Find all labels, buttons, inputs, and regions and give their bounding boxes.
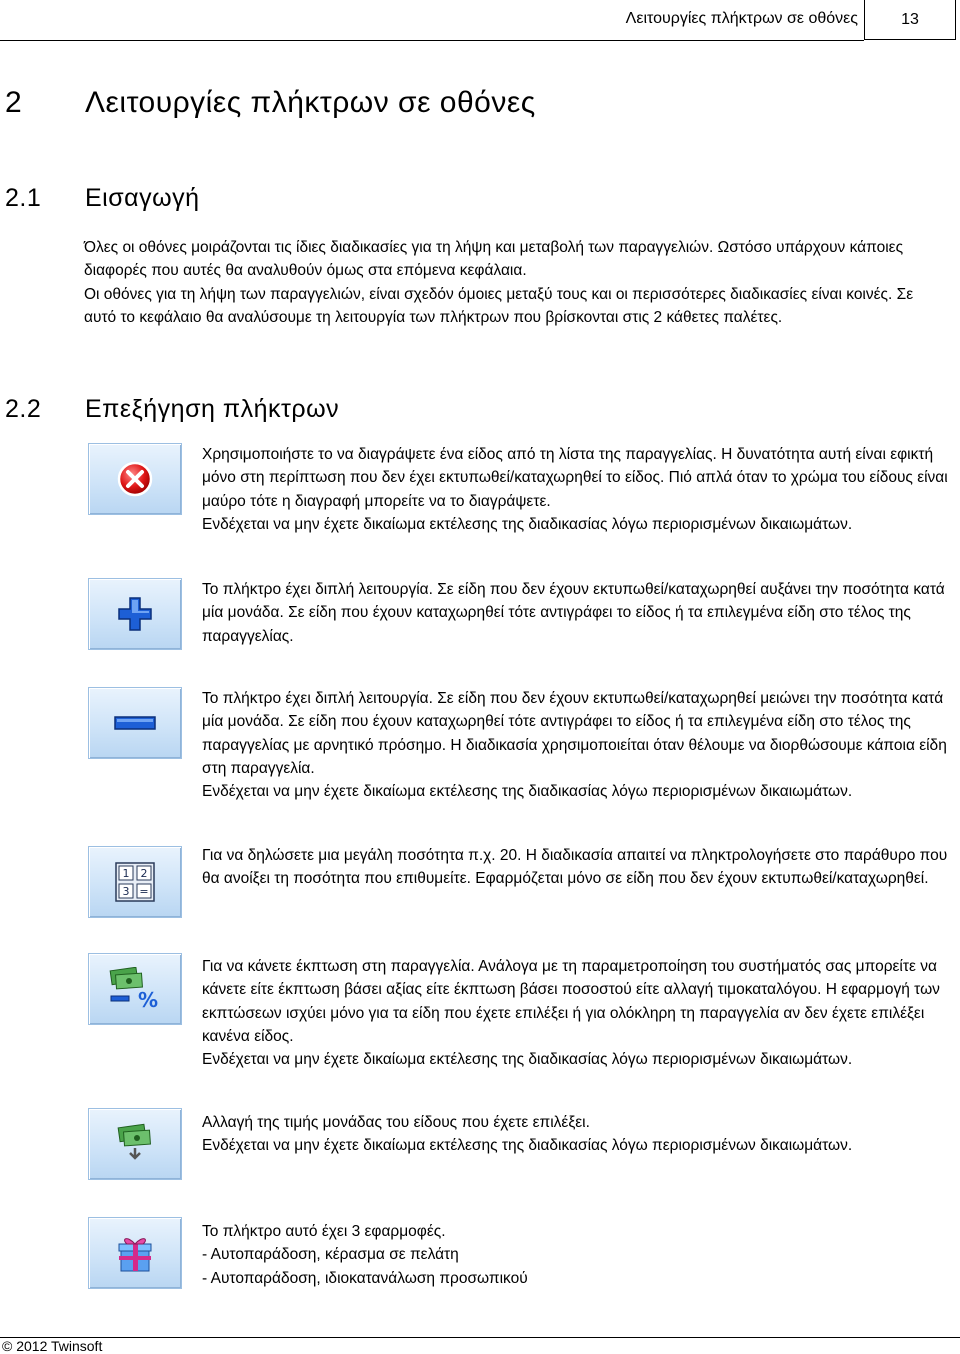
button-description: [202, 844, 952, 891]
plus-icon: [115, 594, 155, 634]
button-description: [202, 443, 952, 536]
description-line: - Αυτοπαράδοση, ιδιοκατανάλωση προσωπικού: [202, 1269, 528, 1287]
gift-icon: [115, 1233, 155, 1273]
section-number: 2.1: [5, 184, 42, 212]
section-heading-buttons: [5, 393, 339, 425]
description-line: Ενδέχεται να μην έχετε δικαίωμα εκτέλεσης της διαδικασίας λόγω περιορισμένων δικαιωμάτων.: [202, 1051, 853, 1069]
chapter-title: Λειτουργίες πλήκτρων σε οθόνες: [85, 86, 536, 119]
svg-text:2: 2: [140, 867, 148, 880]
quantity-entry-button[interactable]: [88, 846, 182, 918]
section-number: 2.2: [5, 395, 42, 423]
description-line: Αλλαγή της τιμής μονάδας του είδους που έχετε επιλέξει.: [202, 1114, 590, 1131]
increase-quantity-button[interactable]: [88, 578, 182, 650]
button-description: [202, 687, 952, 803]
change-price-button[interactable]: [88, 1108, 182, 1180]
section-title: Εισαγωγή: [85, 184, 200, 212]
chapter-number: 2: [5, 86, 23, 119]
gift-button[interactable]: [88, 1217, 182, 1289]
description-line: Για να δηλώσετε μια μεγάλη ποσότητα π.χ. 20. Η διαδικασία απαιτεί να πληκτρολογήσετε στο παράθυρο που θα ανοίξει τη ποσότητα που επιθυμείτε. Εφαρμόζεται μόνο σε είδη που δεν έχουν εκτυπωθεί/καταχωρηθεί.: [202, 847, 948, 888]
description-line: Το πλήκτρο έχει διπλή λειτουργία. Σε είδη που δεν έχουν εκτυπωθεί/καταχωρηθεί αυξάνει την ποσότητα κατά μία μονάδα. Σε είδη που έχουν καταχωρηθεί τότε αντιγράφει το είδος ή τα επιλεγμένα είδη στο τέλος της παραγγελίας.: [202, 581, 945, 645]
svg-text:=: =: [139, 885, 149, 898]
calculator-icon: [115, 862, 155, 902]
intro-text: [84, 236, 944, 329]
description-line: Χρησιμοποιήστε το να διαγράψετε ένα είδος από τη λίστα της παραγγελίας. Η δυνατότητα αυτή είναι εφικτή μόνο στη περίπτωση που δεν έχει εκτυπωθεί/καταχωρηθεί το είδος. Πιό απλά όταν το χρώμα του είδους είναι μαύρο τότε η διαγραφή μπορείτε να το διαγράψετε.: [202, 446, 948, 510]
description-line: Ενδέχεται να μην έχετε δικαίωμα εκτέλεσης της διαδικασίας λόγω περιορισμένων δικαιωμάτων.: [202, 515, 853, 533]
svg-text:%: %: [137, 988, 159, 1011]
description-line: Ενδέχεται να μην έχετε δικαίωμα εκτέλεσης της διαδικασίας λόγω περιορισμένων δικαιωμάτων.: [202, 783, 853, 801]
intro-paragraph: Οι οθόνες για τη λήψη των παραγγελιών, είναι σχεδόν όμοιες μεταξύ τους και οι περισσότερες διαδικασίες είναι κοινές. Σε αυτό το κεφάλαιο θα αναλύσουμε τη λειτουργία των πλήκτρων που βρίσκονται στις 2 κάθετες παλέτες.: [84, 285, 914, 326]
delete-x-icon: [115, 459, 155, 499]
description-line: Το πλήκτρο έχει διπλή λειτουργία. Σε είδη που δεν έχουν εκτυπωθεί/καταχωρηθεί μειώνει την ποσότητα κατά μία μονάδα. Σε είδη που έχουν καταχωρηθεί τότε αντιγράφει το είδος ή τα επιλεγμένα είδη στο τέλος της παραγγελίας με αρνητικό πρόσημο. Η διαδικασία χρησιμοποιείται όταν θέλουμε να διορθώσουμε κάποια είδη στη παραγγελία.: [202, 690, 947, 777]
button-description: [202, 955, 952, 1071]
section-heading-intro: [5, 182, 200, 214]
description-line: - Αυτοπαράδοση, κέρασμα σε πελάτη: [202, 1246, 459, 1264]
svg-text:3: 3: [122, 885, 130, 898]
section-title: Επεξήγηση πλήκτρων: [85, 395, 340, 423]
discount-percent-icon: [108, 967, 162, 1011]
button-description: [202, 1111, 952, 1158]
header-divider: [0, 40, 864, 41]
delete-item-button[interactable]: [88, 443, 182, 515]
description-line: Ενδέχεται να μην έχετε δικαίωμα εκτέλεσης της διαδικασίας λόγω περιορισμένων δικαιωμάτων.: [202, 1137, 853, 1155]
button-description: [202, 578, 952, 648]
running-header-title: Λειτουργίες πλήκτρων σε οθόνες: [625, 10, 858, 27]
intro-paragraph: Όλες οι οθόνες μοιράζονται τις ίδιες διαδικασίες για τη λήψη και μεταβολή των παραγγελιών. Ωστόσο υπάρχουν κάποιες διαφορές που αυτές θα αναλυθούν όμως στα επόμενα κεφάλαια.: [84, 239, 904, 280]
description-line: Για να κάνετε έκπτωση στη παραγγελία. Ανάλογα με τη παραμετροποίηση του συστήματός σας μπορείτε να κάνετε είτε έκπτωση βάσει αξίας είτε έκπτωση βάσει ποσοστού είτε αλλαγή τιμοκαταλόγου. Η εφαρμογή των εκπτώσεων ισχύει μόνο για τα είδη που έχετε επιλέξει ή για ολόκληρη τη παραγγελία αν δεν έχετε επιλέξει κανένα είδος.: [202, 958, 940, 1045]
footer-copyright: © 2012 Twinsoft: [2, 1338, 103, 1354]
chapter-heading: [5, 84, 536, 122]
price-change-icon: [113, 1122, 157, 1166]
page-number: 13: [864, 0, 956, 40]
minus-icon: [113, 713, 157, 733]
button-description: [202, 1220, 952, 1290]
decrease-quantity-button[interactable]: [88, 687, 182, 759]
description-line: Το πλήκτρο αυτό έχει 3 εφαρμοφές.: [202, 1223, 446, 1240]
discount-button[interactable]: [88, 953, 182, 1025]
svg-text:1: 1: [122, 867, 130, 880]
footer-divider: [0, 1337, 960, 1338]
